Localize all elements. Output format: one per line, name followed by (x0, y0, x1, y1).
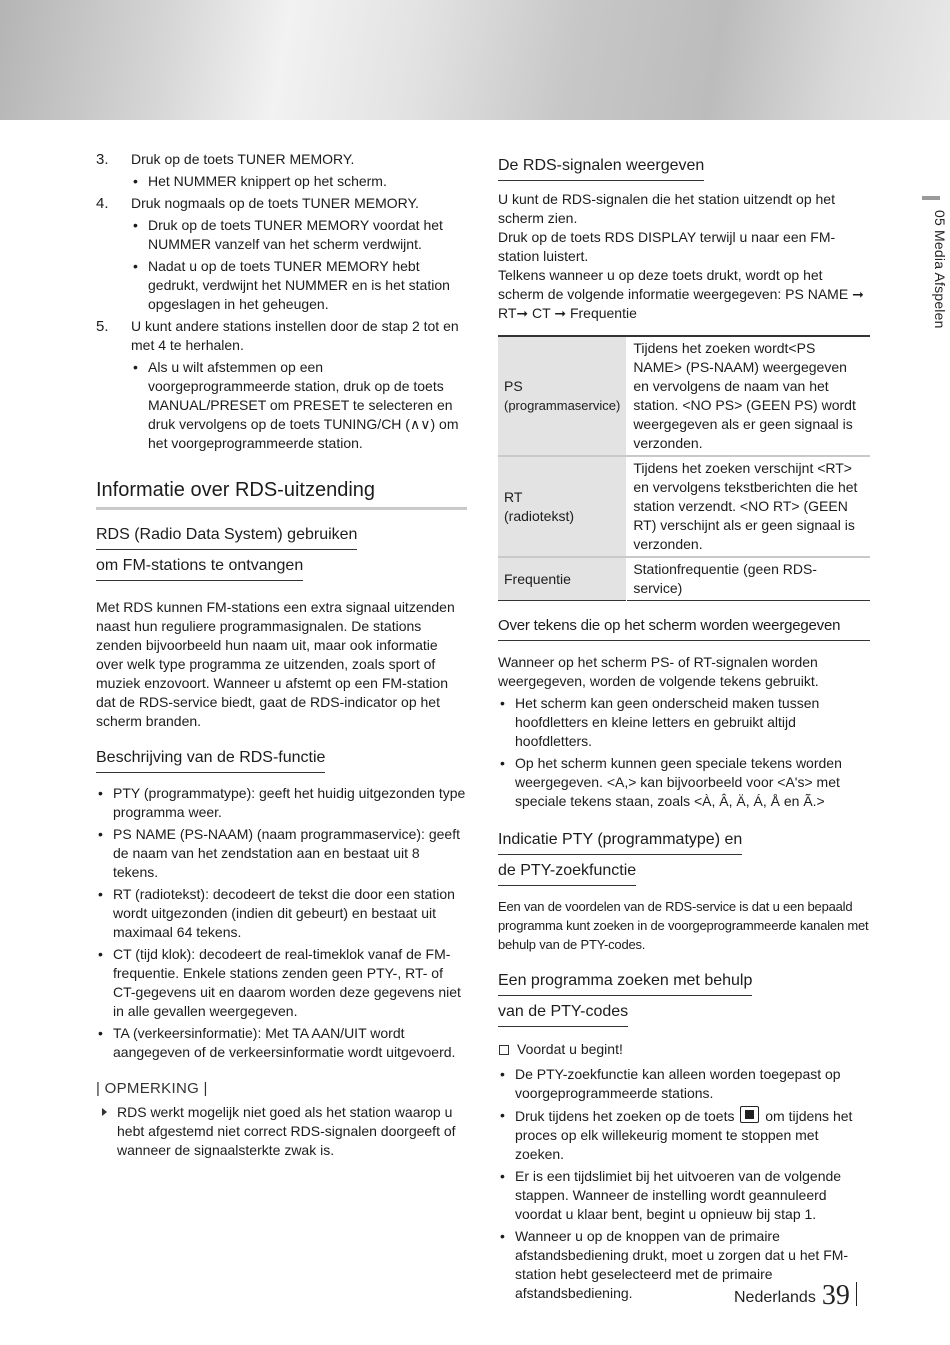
note-item: RDS werkt mogelijk niet goed als het station waarop u hebt afgestemd niet correct RDS-signalen doorgeeft of wanneer de signaalsterkte zwak is. (96, 1103, 467, 1160)
display-paragraph-2: Druk op de toets RDS DISPLAY terwijl u naar een FM-station luistert. (498, 229, 836, 264)
header-banner (0, 0, 950, 120)
pty-heading: Indicatie PTY (programmatype) en de PTY-zoekfunctie (498, 829, 870, 891)
step-4: 4. Druk nogmaals op de toets TUNER MEMORY. (96, 195, 419, 212)
footer-divider (856, 1282, 857, 1306)
page-footer (734, 1280, 857, 1312)
list-item: • PTY (programmatype): geeft het huidig uitgezonden type programma weer. (96, 784, 467, 822)
list-item: • CT (tijd klok): decodeert de real-timeklok vanaf de FM-frequentie. Enkele stations zenden geen PTY-, RT- of CT-gegevens uit en daarom worden deze gegevens niet in alle gevallen weergegeven. (96, 945, 467, 1021)
step-3: 3. Druk op de toets TUNER MEMORY. (96, 151, 355, 168)
step-4-bullet-1: • Druk op de toets TUNER MEMORY voordat het NUMMER vanzelf van het scherm verdwijnt. (131, 216, 467, 254)
prereq-item: Voordat u begint! (498, 1040, 870, 1059)
list-item: • De PTY-zoekfunctie kan alleen worden toegepast op voorgeprogrammeerde stations. (498, 1065, 870, 1103)
table-row: RT (radiotekst) Tijdens het zoeken verschijnt <RT> en vervolgens tekstberichten die het station verzendt. <NO RT> (GEEN RT) verschijnt als er geen signaal is verzonden. (498, 456, 870, 557)
table-row: Frequentie Stationfrequentie (geen RDS-service) (498, 557, 870, 601)
rds-heading: RDS (Radio Data System) gebruiken om FM-stations te ontvangen (96, 524, 467, 586)
chars-paragraph: Wanneer op het scherm PS- of RT-signalen worden weergegeven, worden de volgende tekens gebruikt. (498, 654, 819, 689)
section-title: Informatie over RDS-uitzending (96, 477, 467, 510)
pty-paragraph: Een van de voordelen van de RDS-service is dat u een bepaald programma kunt zoeken in de voorgeprogrammeerde kanalen met behulp van de PTY-codes. (498, 899, 869, 952)
list-item: • RT (radiotekst): decodeert de tekst die door een station wordt uitgezonden (indien dit gebeurt) en bestaat uit maximaal 64 tekens. (96, 885, 467, 942)
chars-heading: Over tekens die op het scherm worden weergegeven (498, 615, 870, 641)
list-item: • Het scherm kan geen onderscheid maken tussen hoofdletters en kleine letters en gebruikt altijd hoofdletters. (498, 694, 870, 751)
rds-info-table (498, 335, 870, 601)
step-5: 5. U kunt andere stations instellen door de stap 2 tot en met 4 te herhalen. (96, 318, 459, 353)
table-row: PS (programmaservice) Tijdens het zoeken wordt<PS NAME> (PS-NAAM) weergegeven en vervolgens de naam van het station. <NO PS> (GEEN PS) wordt weergegeven als er geen signaal is verzonden. (498, 336, 870, 456)
list-item: • Op het scherm kunnen geen speciale tekens worden weergegeven. <A,> kan bijvoorbeeld voor <A's> met speciale tekens staan, zoals <À, Â, Ä, Á, Å en Ã.> (498, 754, 870, 811)
side-tab-marker (922, 196, 940, 200)
step-3-bullet: • Het NUMMER knippert op het scherm. (131, 172, 467, 191)
list-item: • Er is een tijdslimiet bij het uitvoeren van de volgende stappen. Wanneer de instelling wordt geannuleerd voordat u klaar bent, begint u opnieuw bij stap 1. (498, 1167, 870, 1224)
display-paragraph-3: Telkens wanneer u op deze toets drukt, wordt op het scherm de volgende informatie weergegeven: PS NAME ➞ RT➞ CT ➞ Frequentie (498, 267, 864, 321)
side-tab-label: 05 Media Afspelen (932, 210, 948, 329)
list-item: • Druk tijdens het zoeken op de toets om tijdens het proces op elk willekeurig moment te stoppen met zoeken. (498, 1106, 870, 1164)
note-title: | OPMERKING | (96, 1080, 208, 1097)
step-5-bullet: • Als u wilt afstemmen op een voorgeprogrammeerde station, druk op de toets MANUAL/PRESET om PRESET te selecteren en druk vervolgens op de toets TUNING/CH (∧∨) om het voorgeprogrammeerde station. (131, 358, 467, 453)
display-paragraph-1: U kunt de RDS-signalen die het station uitzendt op het scherm zien. (498, 191, 835, 226)
right-column (498, 150, 870, 1303)
search-heading: Een programma zoeken met behulp van de PTY-codes (498, 970, 870, 1032)
step-4-bullet-2: • Nadat u op de toets TUNER MEMORY hebt gedrukt, verdwijnt het NUMMER en is het station opgeslagen in het geheugen. (131, 257, 467, 314)
function-heading: Beschrijving van de RDS-functie (96, 747, 467, 778)
page-number: 39 (821, 1280, 850, 1311)
tuning-arrows-icon: ∧∨ (409, 416, 431, 432)
rds-paragraph: Met RDS kunnen FM-stations een extra signaal uitzenden naast hun reguliere programmasignalen. De stations zenden bijvoorbeeld hun naam uit, maar ook informatie over welk type programma ze uitzenden, zoals sport of muziek enzovoort. Wanneer u afstemt op een FM-station dat de RDS-service biedt, gaat de RDS-indicator op het scherm branden. (96, 599, 455, 729)
function-list (96, 784, 467, 1062)
footer-language: Nederlands (734, 1289, 816, 1306)
list-item: • PS NAME (PS-NAAM) (naam programmaservice): geeft de naam van het zendstation aan en bestaat uit 8 tekens. (96, 825, 467, 882)
list-item: • Wanneer u op de knoppen van de primaire afstandsbediening drukt, moet u zorgen dat u het FM-station hebt geselecteerd met de primaire afstandsbediening. (498, 1227, 870, 1303)
left-column (96, 150, 467, 1160)
stop-button-icon (740, 1106, 759, 1123)
list-item: • TA (verkeersinformatie): Met TA AAN/UIT wordt aangegeven of de verkeersinformatie wordt uitgevoerd. (96, 1024, 467, 1062)
display-heading: De RDS-signalen weergeven (498, 155, 870, 186)
